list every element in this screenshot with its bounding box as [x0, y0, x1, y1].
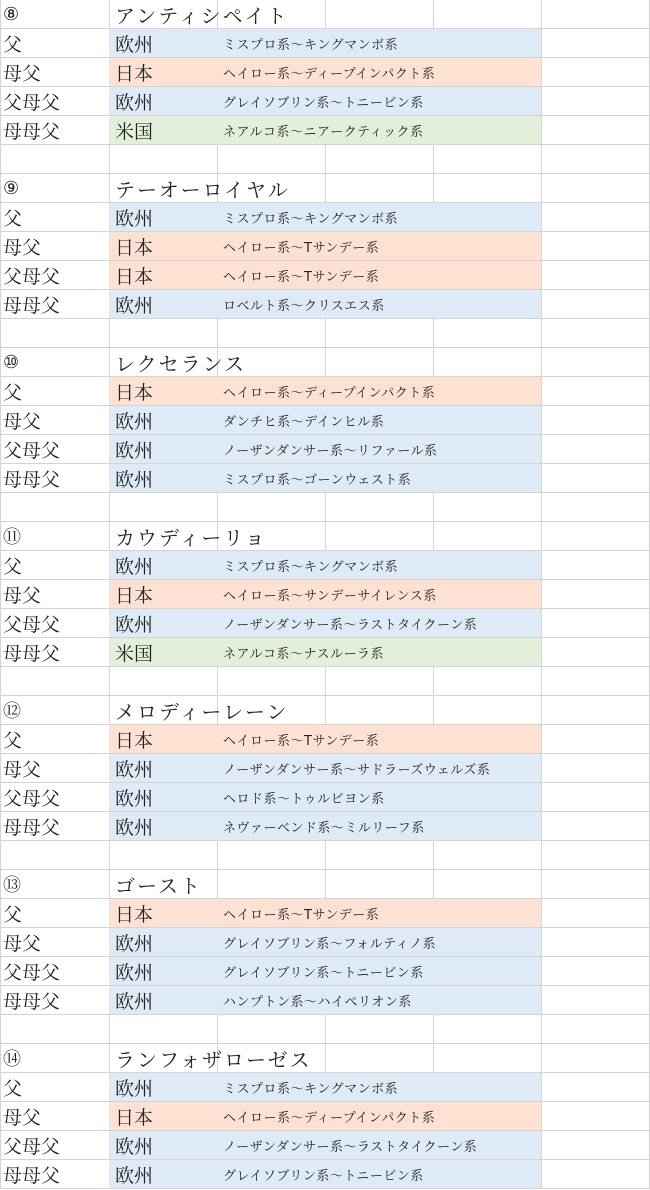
horse-name[interactable]: レクセランス	[115, 351, 246, 376]
pedigree-position-label[interactable]: 父	[3, 381, 23, 404]
horse-number[interactable]: ⑨	[3, 177, 20, 199]
sire-line-cell[interactable]: グレイソブリン系～フォルティノ系	[217, 928, 541, 956]
horse-number[interactable]: ⑪	[3, 527, 21, 548]
sire-line-cell[interactable]: ヘイロー系～ディープインパクト系	[217, 377, 541, 405]
horse-number[interactable]: ⑭	[3, 1049, 21, 1070]
region-cell[interactable]: 日本	[109, 580, 217, 608]
sire-line-cell[interactable]: ヘロド系～トゥルビヨン系	[217, 783, 541, 811]
pedigree-row	[0, 957, 650, 986]
pedigree-row	[0, 725, 650, 754]
horse-header-row	[0, 522, 650, 551]
pedigree-row	[0, 1073, 650, 1102]
sire-line-cell[interactable]: ネアルコ系～ニアークティック系	[217, 116, 541, 144]
sire-line-cell[interactable]: ヘイロー系～Tサンデー系	[217, 232, 541, 260]
spacer-row	[0, 841, 650, 870]
region-cell[interactable]: 欧州	[109, 783, 217, 811]
sire-line-cell[interactable]: ミスプロ系～ゴーンウェスト系	[217, 464, 541, 492]
pedigree-row	[0, 812, 650, 841]
pedigree-position-label[interactable]: 父母父	[3, 787, 61, 810]
pedigree-row	[0, 1102, 650, 1131]
region-cell[interactable]: 欧州	[109, 464, 217, 492]
pedigree-row	[0, 551, 650, 580]
pedigree-row	[0, 377, 650, 406]
sire-line-cell[interactable]: ヘイロー系～ディープインパクト系	[217, 1102, 541, 1130]
pedigree-position-label[interactable]: 母父	[3, 584, 42, 607]
horse-name[interactable]: テーオーロイヤル	[115, 177, 290, 202]
region-cell[interactable]: 欧州	[109, 1131, 217, 1159]
sire-line-cell[interactable]: ダンチヒ系～デインヒル系	[217, 406, 541, 434]
region-cell[interactable]: 米国	[109, 638, 217, 666]
pedigree-row	[0, 203, 650, 232]
horse-name[interactable]: ゴースト	[115, 873, 202, 898]
horse-number[interactable]: ⑩	[3, 351, 20, 373]
sire-line-cell[interactable]: ロベルト系～クリスエス系	[217, 290, 541, 318]
region-cell[interactable]: 欧州	[109, 551, 217, 579]
pedigree-row	[0, 435, 650, 464]
region-cell[interactable]: 欧州	[109, 290, 217, 318]
sire-line-cell[interactable]: ミスプロ系～キングマンボ系	[217, 29, 541, 57]
sire-line-cell[interactable]: ミスプロ系～キングマンボ系	[217, 551, 541, 579]
pedigree-position-label[interactable]: 母父	[3, 932, 42, 955]
region-cell[interactable]: 欧州	[109, 203, 217, 231]
horse-header-row	[0, 348, 650, 377]
pedigree-position-label[interactable]: 母母父	[3, 120, 61, 143]
region-cell[interactable]: 欧州	[109, 406, 217, 434]
pedigree-position-label[interactable]: 母父	[3, 1106, 42, 1129]
sire-line-cell[interactable]: ノーザンダンサー系～リファール系	[217, 435, 541, 463]
horse-header-row	[0, 870, 650, 899]
pedigree-row	[0, 1131, 650, 1160]
pedigree-row	[0, 116, 650, 145]
pedigree-row	[0, 1160, 650, 1189]
sire-line-cell[interactable]: グレイソブリン系～トニービン系	[217, 87, 541, 115]
horse-name[interactable]: ランフォザローゼス	[115, 1047, 312, 1072]
pedigree-row	[0, 232, 650, 261]
region-cell[interactable]: 日本	[109, 899, 217, 927]
sire-line-cell[interactable]: ミスプロ系～キングマンボ系	[217, 203, 541, 231]
spacer-row	[0, 145, 650, 174]
pedigree-position-label[interactable]: 母母父	[3, 1164, 61, 1187]
pedigree-row	[0, 87, 650, 116]
pedigree-row	[0, 899, 650, 928]
sire-line-cell[interactable]: ネアルコ系～ナスルーラ系	[217, 638, 541, 666]
region-cell[interactable]: 日本	[109, 261, 217, 289]
sire-line-cell[interactable]: ノーザンダンサー系～ラストタイクーン系	[217, 609, 541, 637]
horse-name[interactable]: アンティシペイト	[115, 3, 289, 28]
region-cell[interactable]: 日本	[109, 377, 217, 405]
pedigree-position-label[interactable]: 父母父	[3, 439, 61, 462]
region-cell[interactable]: 欧州	[109, 957, 217, 985]
pedigree-position-label[interactable]: 父	[3, 903, 23, 926]
spacer-row	[0, 319, 650, 348]
sire-line-cell[interactable]: グレイソブリン系～トニービン系	[217, 1160, 541, 1188]
region-cell[interactable]: 日本	[109, 1102, 217, 1130]
pedigree-position-label[interactable]: 父	[3, 555, 23, 578]
pedigree-row	[0, 609, 650, 638]
region-cell[interactable]: 欧州	[109, 87, 217, 115]
pedigree-position-label[interactable]: 母母父	[3, 468, 61, 491]
region-cell[interactable]: 欧州	[109, 609, 217, 637]
horse-number[interactable]: ⑫	[3, 701, 21, 722]
pedigree-position-label[interactable]: 父母父	[3, 613, 61, 636]
pedigree-position-label[interactable]: 父	[3, 207, 23, 230]
pedigree-row	[0, 261, 650, 290]
pedigree-position-label[interactable]: 父母父	[3, 961, 61, 984]
region-cell[interactable]: 欧州	[109, 986, 217, 1014]
spacer-row	[0, 1015, 650, 1044]
spacer-row	[0, 493, 650, 522]
region-cell[interactable]: 日本	[109, 58, 217, 86]
pedigree-row	[0, 638, 650, 667]
horse-name[interactable]: カウディーリョ	[115, 525, 267, 550]
pedigree-position-label[interactable]: 父母父	[3, 91, 61, 114]
region-cell[interactable]: 米国	[109, 116, 217, 144]
sire-line-cell[interactable]: ヘイロー系～Tサンデー系	[217, 261, 541, 289]
sire-line-cell[interactable]: グレイソブリン系～トニービン系	[217, 957, 541, 985]
horse-name[interactable]: メロディーレーン	[115, 699, 289, 724]
pedigree-row	[0, 464, 650, 493]
pedigree-row	[0, 783, 650, 812]
sire-line-cell[interactable]: ヘイロー系～サンデーサイレンス系	[217, 580, 541, 608]
pedigree-position-label[interactable]: 母父	[3, 236, 42, 259]
pedigree-position-label[interactable]: 父	[3, 1077, 23, 1100]
pedigree-position-label[interactable]: 父	[3, 33, 23, 56]
horse-number[interactable]: ⑬	[3, 875, 21, 896]
pedigree-position-label[interactable]: 母母父	[3, 642, 61, 665]
sire-line-cell[interactable]: ヘイロー系～Tサンデー系	[217, 725, 541, 753]
pedigree-position-label[interactable]: 母母父	[3, 990, 61, 1013]
region-cell[interactable]: 欧州	[109, 812, 217, 840]
pedigree-position-label[interactable]: 父母父	[3, 265, 61, 288]
horse-header-row	[0, 0, 650, 29]
pedigree-position-label[interactable]: 母母父	[3, 816, 61, 839]
sire-line-cell[interactable]: ミスプロ系～キングマンボ系	[217, 1073, 541, 1101]
pedigree-position-label[interactable]: 父	[3, 729, 23, 752]
pedigree-row	[0, 928, 650, 957]
spacer-row	[0, 667, 650, 696]
pedigree-position-label[interactable]: 父母父	[3, 1135, 61, 1158]
region-cell[interactable]: 欧州	[109, 928, 217, 956]
region-cell[interactable]: 日本	[109, 232, 217, 260]
sire-line-cell[interactable]: ネヴァーベンド系～ミルリーフ系	[217, 812, 541, 840]
horse-header-row	[0, 174, 650, 203]
pedigree-row	[0, 754, 650, 783]
sire-line-cell[interactable]: ノーザンダンサー系～サドラーズウェルズ系	[217, 754, 541, 782]
horse-header-row	[0, 696, 650, 725]
region-cell[interactable]: 日本	[109, 725, 217, 753]
pedigree-row	[0, 580, 650, 609]
sire-line-cell[interactable]: ハンプトン系～ハイペリオン系	[217, 986, 541, 1014]
horse-number[interactable]: ⑧	[3, 3, 20, 25]
pedigree-position-label[interactable]: 母母父	[3, 294, 61, 317]
pedigree-row	[0, 986, 650, 1015]
region-cell[interactable]: 欧州	[109, 754, 217, 782]
region-cell[interactable]: 欧州	[109, 29, 217, 57]
pedigree-position-label[interactable]: 母父	[3, 410, 42, 433]
pedigree-row	[0, 406, 650, 435]
region-cell[interactable]: 欧州	[109, 1160, 217, 1188]
sire-line-cell[interactable]: ヘイロー系～Tサンデー系	[217, 899, 541, 927]
pedigree-position-label[interactable]: 母父	[3, 758, 42, 781]
region-cell[interactable]: 欧州	[109, 435, 217, 463]
pedigree-position-label[interactable]: 母父	[3, 62, 42, 85]
region-cell[interactable]: 欧州	[109, 1073, 217, 1101]
pedigree-row	[0, 58, 650, 87]
sire-line-cell[interactable]: ノーザンダンサー系～ラストタイクーン系	[217, 1131, 541, 1159]
sire-line-cell[interactable]: ヘイロー系～ディープインパクト系	[217, 58, 541, 86]
pedigree-row	[0, 290, 650, 319]
pedigree-row	[0, 29, 650, 58]
horse-header-row	[0, 1044, 650, 1073]
